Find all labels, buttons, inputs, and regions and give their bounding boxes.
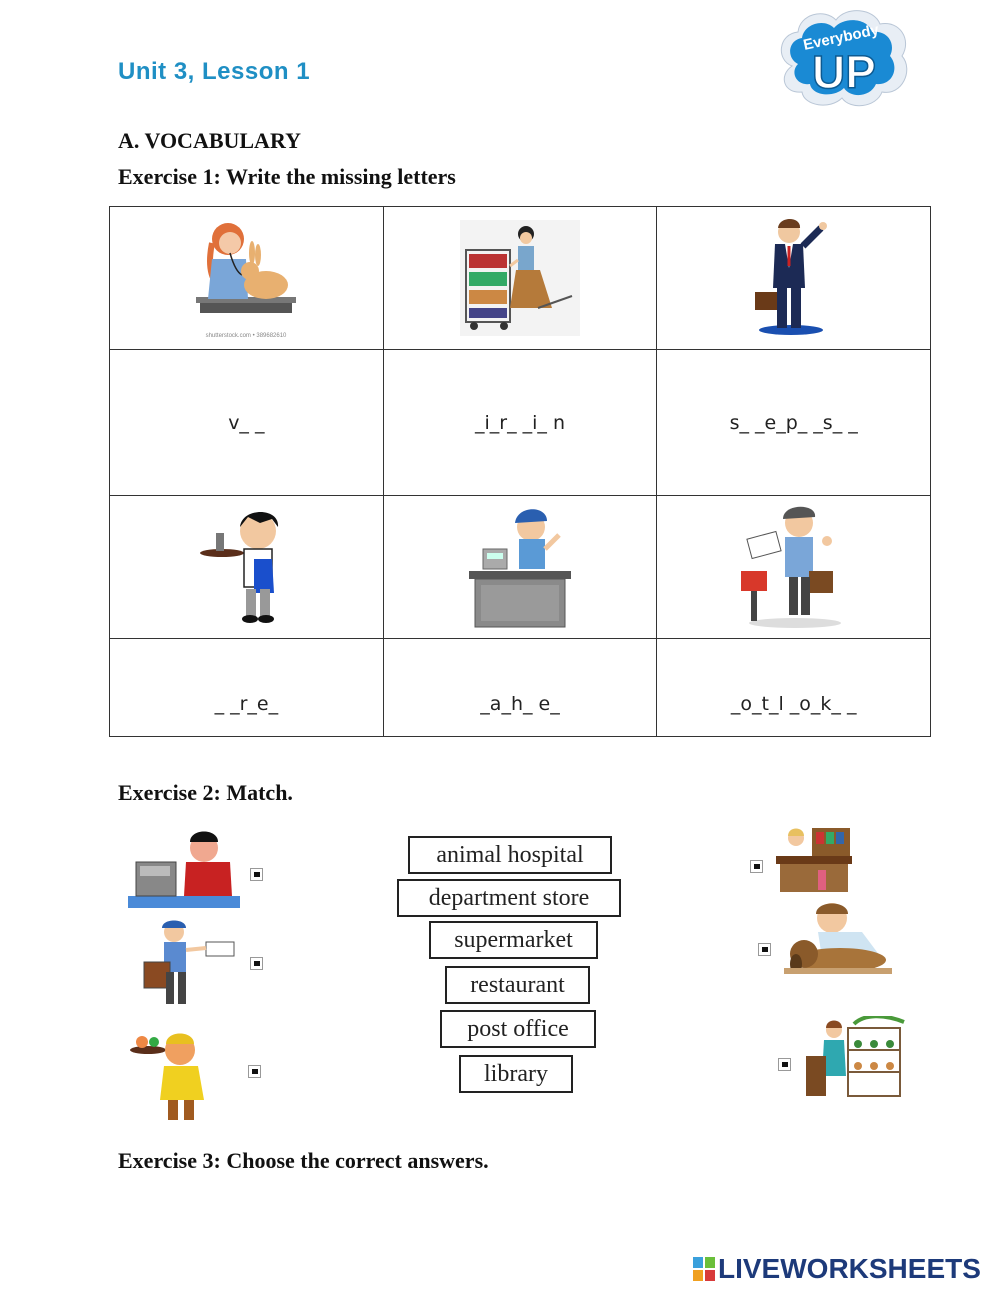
vet-picture-cell	[110, 207, 384, 350]
place-department-store[interactable]: department store	[397, 879, 621, 917]
match-dot-right-3[interactable]	[778, 1058, 791, 1071]
mail-carrier-picture-cell	[657, 496, 931, 639]
word-cell-librarian	[383, 350, 657, 496]
cashier-picture-cell	[383, 496, 657, 639]
section-heading: A. VOCABULARY	[118, 128, 301, 153]
waiter-with-tray-image	[200, 509, 292, 625]
cashier-image	[128, 822, 242, 912]
exercise-2-title: Exercise 2: Match.	[118, 780, 293, 805]
word-cell-vet	[110, 350, 384, 496]
missing-letters-word[interactable]: _o_t_l _o_k_ _	[730, 692, 857, 715]
svg-text:shutterstock.com • 389682610: shutterstock.com • 389682610	[205, 333, 287, 339]
server-picture-cell	[110, 496, 384, 639]
svg-text:UP: UP	[812, 46, 876, 98]
svg-text:Everybody: Everybody	[801, 21, 881, 54]
missing-letters-word[interactable]: _a_h_ e_	[480, 692, 560, 715]
vet-with-dog-image	[782, 898, 894, 986]
mail-carrier-image	[739, 505, 849, 629]
mail-carrier-image	[138, 918, 238, 1008]
liveworksheets-icon	[693, 1257, 715, 1281]
match-dot-left-2[interactable]	[250, 957, 263, 970]
server-image	[128, 1030, 224, 1122]
place-animal-hospital[interactable]: animal hospital	[408, 836, 612, 874]
match-dot-left-3[interactable]	[248, 1065, 261, 1078]
supermarket-shelf-image	[804, 1016, 910, 1098]
place-restaurant[interactable]: restaurant	[445, 966, 590, 1004]
cashier-at-counter-image	[465, 505, 575, 629]
missing-letters-word[interactable]: v_ _	[228, 411, 265, 434]
salesperson-picture-cell	[657, 207, 931, 350]
vocabulary-table	[109, 206, 931, 737]
everybody-up-logo	[772, 6, 912, 110]
liveworksheets-brand: LIVEWORKSHEETS	[718, 1253, 981, 1284]
place-post-office[interactable]: post office	[440, 1010, 596, 1048]
librarian-picture-cell	[383, 207, 657, 350]
place-supermarket[interactable]: supermarket	[429, 921, 598, 959]
unit-title: Unit 3, Lesson 1	[118, 58, 311, 85]
exercise-3-title: Exercise 3: Choose the correct answers.	[118, 1148, 489, 1173]
businessman-with-briefcase-image	[749, 218, 839, 338]
word-cell-server	[110, 639, 384, 737]
missing-letters-word[interactable]: _i_r_ _i_ n	[475, 411, 565, 434]
match-dot-right-1[interactable]	[750, 860, 763, 873]
place-library[interactable]: library	[459, 1055, 573, 1093]
word-cell-mail-carrier	[657, 639, 931, 737]
liveworksheets-logo	[693, 1254, 981, 1284]
word-cell-cashier	[383, 639, 657, 737]
library-desk-image	[774, 826, 858, 894]
librarian-with-cart-image	[460, 220, 580, 336]
missing-letters-word[interactable]: s_ _e_p_ _s_ _	[729, 411, 858, 434]
exercise-1-title: Exercise 1: Write the missing letters	[118, 164, 456, 189]
word-cell-salesperson	[657, 350, 931, 496]
vet-with-rabbit-image	[186, 213, 306, 343]
match-dot-left-1[interactable]	[250, 868, 263, 881]
missing-letters-word[interactable]: _ _r_e_	[214, 692, 279, 715]
match-dot-right-2[interactable]	[758, 943, 771, 956]
